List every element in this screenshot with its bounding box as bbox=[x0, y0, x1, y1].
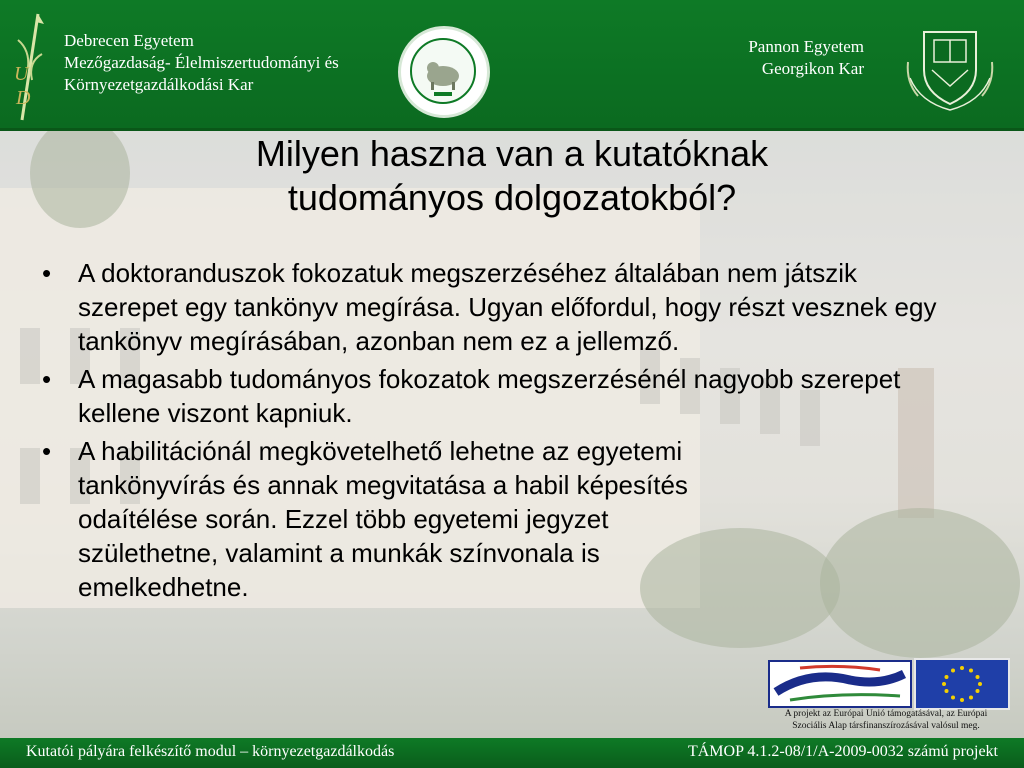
right-line-1: Pannon Egyetem bbox=[748, 37, 864, 56]
uj-magyarorszag-logo bbox=[768, 660, 912, 708]
eu-stars-icon bbox=[916, 660, 1008, 708]
eu-funding-note bbox=[760, 708, 1012, 732]
bullet-marker: • bbox=[42, 364, 52, 394]
bullet-text: A doktoranduszok fokozatuk megszerzéséhez általában nem játszik szerepet egy tankönyv megírása. Ugyan előfordul, hogy részt vesznek egy tankönyv megírásában, azonban nem ez a jellemző. bbox=[78, 258, 937, 356]
eu-note-line-2: Szociális Alap társfinanszírozásával valósul meg. bbox=[792, 721, 980, 731]
uj-magyarorszag-logo-icon bbox=[770, 662, 910, 706]
svg-text:D: D bbox=[16, 87, 31, 109]
ud-logo-icon bbox=[8, 10, 52, 122]
faculty-seal-icon bbox=[398, 26, 490, 118]
eu-flag bbox=[914, 658, 1010, 710]
slide-footer bbox=[0, 738, 1024, 768]
slide-title bbox=[90, 132, 934, 220]
pannon-crest-icon bbox=[904, 22, 996, 114]
slide-header bbox=[0, 0, 1024, 131]
bullet-text: A magasabb tudományos fokozatok megszerzésénél nagyobb szerepet kellene viszont kapniuk. bbox=[78, 364, 901, 428]
right-line-2: Georgikon Kar bbox=[761, 59, 864, 78]
bullet-marker: • bbox=[42, 258, 52, 288]
left-line-2: Mezőgazdaság- Élelmiszertudományi és bbox=[64, 53, 339, 72]
title-line-2: tudományos dolgozatokból? bbox=[287, 177, 737, 218]
footer-project-id: TÁMOP 4.1.2-08/1/A-2009-0032 számú projekt bbox=[687, 743, 998, 760]
left-line-1: Debrecen Egyetem bbox=[64, 31, 194, 50]
eu-note-line-1: A projekt az Európai Unió támogatásával, az Európai bbox=[784, 709, 988, 719]
title-line-1: Milyen haszna van a kutatóknak bbox=[255, 133, 769, 174]
bullet-text: A habilitációnál megkövetelhető lehetne az egyetemi tankönyvírás és annak megvitatása a habil képesítés odaítélése során. Ezzel több egyetemi jegyzet születhetne, valamint a munkák színvonala is emelkedhetne. bbox=[78, 436, 688, 602]
svg-text:U: U bbox=[14, 63, 29, 85]
right-institution-name bbox=[700, 36, 864, 80]
eu-support-block bbox=[760, 656, 1012, 740]
footer-module-name: Kutatói pályára felkészítő modul – környezetgazdálkodás bbox=[26, 743, 395, 760]
bullet-marker: • bbox=[42, 436, 52, 466]
ram-emblem-icon bbox=[412, 40, 474, 102]
bullet-item bbox=[38, 362, 938, 430]
bullet-item bbox=[38, 434, 938, 604]
bullet-item bbox=[38, 256, 938, 358]
bullet-list bbox=[38, 256, 938, 608]
left-institution-name bbox=[64, 30, 339, 96]
left-line-3: Környezetgazdálkodási Kar bbox=[64, 75, 254, 94]
